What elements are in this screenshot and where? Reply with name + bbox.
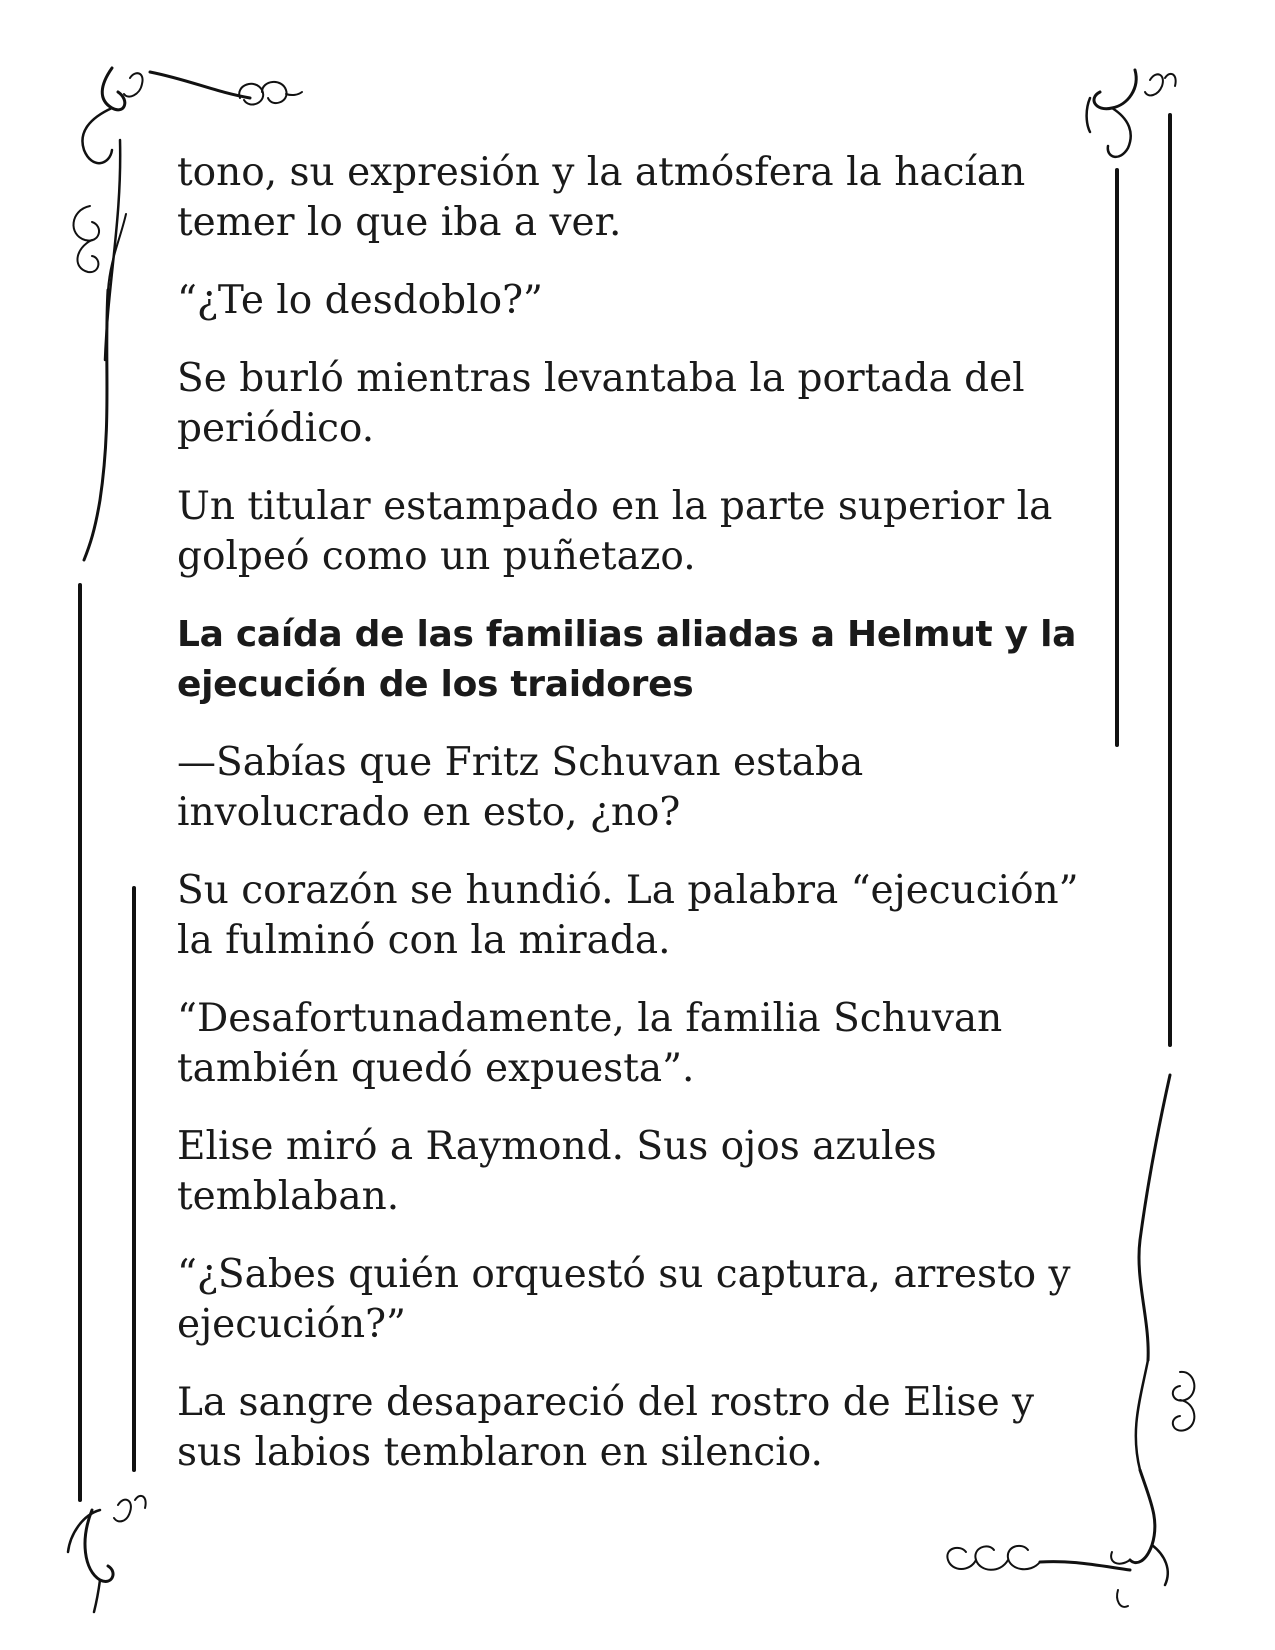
top-right-flourish xyxy=(1087,70,1176,157)
paragraph: Su corazón se hundió. La palabra “ejecución” la fulminó con la mirada. xyxy=(177,868,1079,963)
paragraph: “Desafortunadamente, la familia Schuvan también quedó expuesta”. xyxy=(177,996,1003,1091)
paragraph: Se burló mientras levantaba la portada del periódico. xyxy=(177,356,1025,451)
paragraph: Elise miró a Raymond. Sus ojos azules temblaban. xyxy=(177,1124,937,1219)
paragraph: La sangre desapareció del rostro de Elise y sus labios temblaron en silencio. xyxy=(177,1380,1035,1475)
newspaper-headline: La caída de las familias aliadas a Helmut y la ejecución de los traidores xyxy=(177,614,1077,705)
bottom-left-flourish xyxy=(68,1496,146,1612)
paragraph: Un titular estampado en la parte superior la golpeó como un puñetazo. xyxy=(177,484,1053,579)
paragraph: “¿Te lo desdoblo?” xyxy=(177,278,543,323)
paragraph: —Sabías que Fritz Schuvan estaba involucrado en esto, ¿no? xyxy=(177,740,864,835)
chapter-text xyxy=(177,148,1107,1506)
paragraph: “¿Sabes quién orquestó su captura, arresto y ejecución?” xyxy=(177,1252,1071,1347)
paragraph: tono, su expresión y la atmósfera la hacían temer lo que iba a ver. xyxy=(177,150,1026,245)
